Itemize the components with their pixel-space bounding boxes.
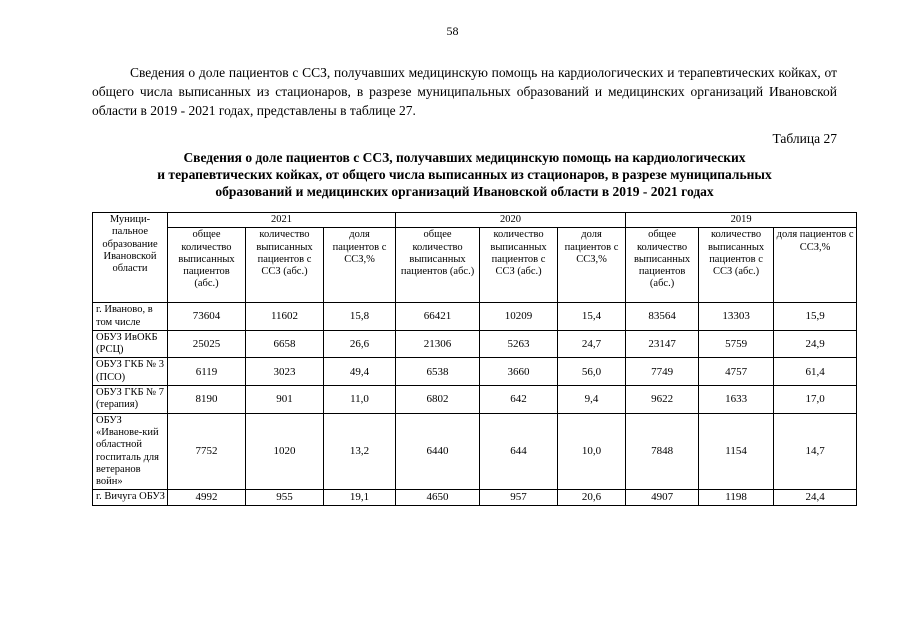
table-cell: 644 xyxy=(480,413,558,490)
table-cell: 1154 xyxy=(699,413,774,490)
table-cell: 61,4 xyxy=(774,358,857,386)
table-cell: 4907 xyxy=(626,490,699,505)
page-number: 58 xyxy=(446,24,459,38)
table-cell: 15,9 xyxy=(774,303,857,331)
table-cell: 10,0 xyxy=(558,413,626,490)
table-cell: 11602 xyxy=(246,303,324,331)
table-cell: 1633 xyxy=(699,386,774,414)
table-cell: 8190 xyxy=(168,386,246,414)
table-cell: 15,4 xyxy=(558,303,626,331)
column-header-share: доля пациентов с ССЗ,% xyxy=(774,228,857,303)
table-cell: 901 xyxy=(246,386,324,414)
row-label: г. Вичуга ОБУЗ xyxy=(93,490,168,505)
table-cell: 13,2 xyxy=(324,413,396,490)
table-row xyxy=(93,358,857,386)
table-cell: 957 xyxy=(480,490,558,505)
table-cell: 5263 xyxy=(480,330,558,358)
table-cell: 6538 xyxy=(396,358,480,386)
table-cell: 56,0 xyxy=(558,358,626,386)
table-cell: 24,4 xyxy=(774,490,857,505)
row-label: ОБУЗ «Иванове-кий областной госпиталь для ветеранов войн» xyxy=(93,413,168,490)
table-cell: 1198 xyxy=(699,490,774,505)
table-cell: 4650 xyxy=(396,490,480,505)
table-cell: 20,6 xyxy=(558,490,626,505)
table-row xyxy=(93,413,857,490)
column-header-year: 2021 xyxy=(168,213,396,228)
table-cell: 10209 xyxy=(480,303,558,331)
table-cell: 6658 xyxy=(246,330,324,358)
table-cell: 24,9 xyxy=(774,330,857,358)
table-cell: 73604 xyxy=(168,303,246,331)
table-label: Таблица 27 xyxy=(772,131,837,146)
table-cell: 6440 xyxy=(396,413,480,490)
table-cell: 9,4 xyxy=(558,386,626,414)
table-cell: 14,7 xyxy=(774,413,857,490)
table-cell: 955 xyxy=(246,490,324,505)
table-row xyxy=(93,490,857,505)
table-row xyxy=(93,330,857,358)
column-header-total: общее количество выписанных пациентов (абс.) xyxy=(396,228,480,303)
table-cell: 6119 xyxy=(168,358,246,386)
table-cell: 7749 xyxy=(626,358,699,386)
table-cell: 49,4 xyxy=(324,358,396,386)
table-cell: 24,7 xyxy=(558,330,626,358)
column-header-total: общее количество выписанных пациентов (абс.) xyxy=(626,228,699,303)
table-cell: 3023 xyxy=(246,358,324,386)
table-cell: 5759 xyxy=(699,330,774,358)
table-cell: 17,0 xyxy=(774,386,857,414)
table-cell: 4992 xyxy=(168,490,246,505)
table-row xyxy=(93,303,857,331)
table-cell: 19,1 xyxy=(324,490,396,505)
table-cell: 7752 xyxy=(168,413,246,490)
table-title xyxy=(92,149,837,200)
table-cell: 642 xyxy=(480,386,558,414)
column-header-share: доля пациентов с ССЗ,% xyxy=(324,228,396,303)
table-title-line: и терапевтических койках, от общего числа выписанных из стационаров, в разрезе муниципальных xyxy=(157,167,772,182)
table-cell: 13303 xyxy=(699,303,774,331)
row-label: ОБУЗ ИвОКБ (РСЦ) xyxy=(93,330,168,358)
table-cell: 3660 xyxy=(480,358,558,386)
table-row xyxy=(93,386,857,414)
table-cell: 1020 xyxy=(246,413,324,490)
table-cell: 66421 xyxy=(396,303,480,331)
row-label: ОБУЗ ГКБ № 3 (ПСО) xyxy=(93,358,168,386)
data-table xyxy=(92,212,857,506)
table-cell: 23147 xyxy=(626,330,699,358)
column-header-municipality: Муници-пальное образование Ивановской области xyxy=(93,213,168,303)
table-cell: 4757 xyxy=(699,358,774,386)
table-cell: 11,0 xyxy=(324,386,396,414)
table-cell: 83564 xyxy=(626,303,699,331)
column-header-year: 2019 xyxy=(626,213,857,228)
column-header-ccz-count: количество выписанных пациентов с ССЗ (абс.) xyxy=(480,228,558,303)
table-cell: 6802 xyxy=(396,386,480,414)
table-cell: 9622 xyxy=(626,386,699,414)
table-cell: 7848 xyxy=(626,413,699,490)
intro-paragraph: Сведения о доле пациентов с ССЗ, получавших медицинскую помощь на кардиологических и терапевтических койках, от общего числа выписанных из стационаров, в разрезе муниципальных образований и медицинских организаций Ивановской области в 2019 - 2021 годах, представлены в таблице 27. xyxy=(92,65,837,118)
table-cell: 25025 xyxy=(168,330,246,358)
column-header-ccz-count: количество выписанных пациентов с ССЗ (абс.) xyxy=(699,228,774,303)
column-header-total: общее количество выписанных пациентов (абс.) xyxy=(168,228,246,303)
table-cell: 26,6 xyxy=(324,330,396,358)
table-cell: 21306 xyxy=(396,330,480,358)
column-header-ccz-count: количество выписанных пациентов с ССЗ (абс.) xyxy=(246,228,324,303)
row-label: г. Иваново, в том числе xyxy=(93,303,168,331)
column-header-share: доля пациентов с ССЗ,% xyxy=(558,228,626,303)
row-label: ОБУЗ ГКБ № 7 (терапия) xyxy=(93,386,168,414)
table-title-line: образований и медицинских организаций Ивановской области в 2019 - 2021 годах xyxy=(215,184,714,199)
table-cell: 15,8 xyxy=(324,303,396,331)
column-header-year: 2020 xyxy=(396,213,626,228)
table-title-line: Сведения о доле пациентов с ССЗ, получавших медицинскую помощь на кардиологических xyxy=(183,150,746,165)
